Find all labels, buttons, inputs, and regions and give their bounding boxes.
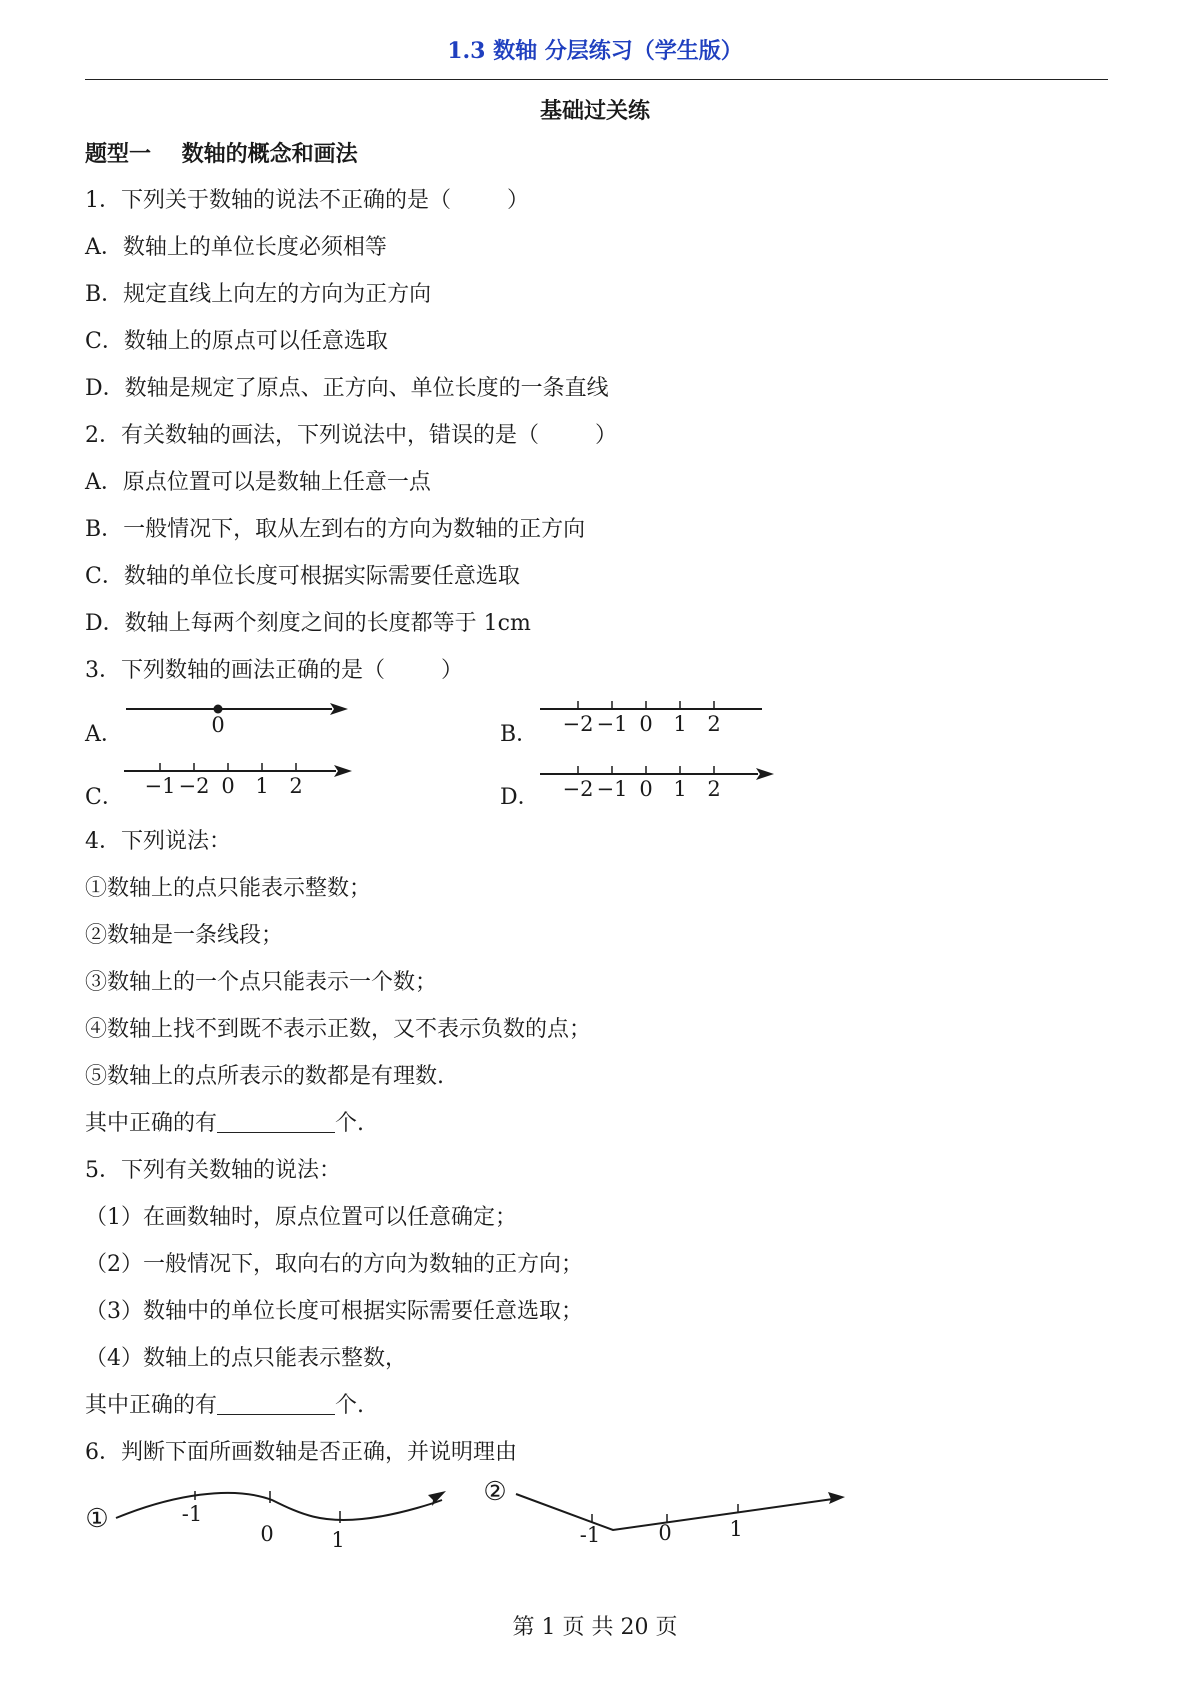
q6-figure-2-bent-axis	[480, 1470, 860, 1550]
q1-stem: 1．下列关于数轴的说法不正确的是（ ）	[85, 188, 529, 213]
q5-stem: 5．下列有关数轴的说法：	[85, 1158, 341, 1183]
tick-label: 1	[255, 774, 269, 798]
tick-label: 1	[673, 777, 687, 801]
tick-label: 0	[260, 1522, 274, 1546]
q4-statement-5: ⑤数轴上的点所表示的数都是有理数.	[85, 1064, 444, 1089]
q5-statement-4: （4）数轴上的点只能表示整数，	[85, 1346, 407, 1371]
tick-label: 1	[331, 1528, 345, 1552]
tick-label: -1	[579, 1523, 601, 1547]
figure-1-label: ①	[85, 1504, 109, 1534]
tick-label: −2	[562, 777, 594, 801]
q4-statement-2: ②数轴是一条线段；	[85, 923, 284, 948]
q1-option-d: D．数轴是规定了原点、正方向、单位长度的一条直线	[85, 376, 609, 401]
tick-label: 0	[658, 1521, 672, 1545]
q2-option-a: A．原点位置可以是数轴上任意一点	[85, 470, 431, 495]
q4-statement-1: ①数轴上的点只能表示整数；	[85, 876, 372, 901]
tick-label: 0	[639, 712, 653, 736]
q3-option-c-numberline	[120, 755, 360, 805]
q3-option-a-numberline	[120, 695, 350, 745]
answer-prefix: 其中正确的有	[85, 1393, 218, 1418]
q6-figure-1-curved-axis	[82, 1475, 462, 1555]
topic-title: 题型一 数轴的概念和画法	[85, 141, 358, 167]
q3-option-b-label: B．	[500, 722, 539, 747]
answer-suffix: 个.	[335, 1111, 365, 1136]
page-footer: 第 1 页 共 20 页	[512, 1615, 678, 1640]
answer-blank[interactable]	[217, 1392, 335, 1415]
answer-blank[interactable]	[217, 1110, 335, 1133]
q3-option-c-label: C．	[85, 785, 124, 810]
q3-option-a-label: A．	[85, 722, 123, 747]
tick-label: −1	[596, 777, 628, 801]
q1-option-c: C．数轴上的原点可以任意选取	[85, 329, 388, 354]
q6-stem: 6．判断下面所画数轴是否正确，并说明理由	[85, 1440, 517, 1465]
q3-stem: 3．下列数轴的画法正确的是（ ）	[85, 658, 463, 683]
q1-option-a: A．数轴上的单位长度必须相等	[85, 235, 387, 260]
header-divider	[85, 79, 1108, 80]
tick-label: 2	[707, 712, 721, 736]
q3-option-d-numberline	[540, 758, 780, 808]
q5-statement-3: （3）数轴中的单位长度可根据实际需要任意选取；	[85, 1299, 583, 1324]
q2-option-d: D．数轴上每两个刻度之间的长度都等于 1cm	[85, 611, 531, 636]
q2-option-c: C．数轴的单位长度可根据实际需要任意选取	[85, 564, 520, 589]
answer-suffix: 个.	[335, 1393, 365, 1418]
tick-label: 1	[673, 712, 687, 736]
q4-stem: 4．下列说法：	[85, 829, 231, 854]
tick-label: 2	[289, 774, 303, 798]
tick-label: −1	[596, 712, 628, 736]
q2-stem: 2．有关数轴的画法，下列说法中，错误的是（ ）	[85, 423, 617, 448]
tick-label: 1	[729, 1517, 743, 1541]
q4-statement-4: ④数轴上找不到既不表示正数，又不表示负数的点；	[85, 1017, 592, 1042]
tick-label: −2	[178, 774, 210, 798]
q2-option-b: B．一般情况下，取从左到右的方向为数轴的正方向	[85, 517, 586, 542]
tick-label: 2	[707, 777, 721, 801]
section-title: 基础过关练	[539, 98, 650, 124]
document-title: 1.3 数轴 分层练习（学生版）	[447, 38, 743, 64]
q1-option-b: B．规定直线上向左的方向为正方向	[85, 282, 432, 307]
tick-label: -1	[181, 1502, 203, 1526]
answer-prefix: 其中正确的有	[85, 1111, 218, 1136]
tick-label: 0	[639, 777, 653, 801]
tick-label: −2	[562, 712, 594, 736]
q4-statement-3: ③数轴上的一个点只能表示一个数；	[85, 970, 438, 995]
q5-statement-2: （2）一般情况下，取向右的方向为数轴的正方向；	[85, 1252, 583, 1277]
q5-statement-1: （1）在画数轴时，原点位置可以任意确定；	[85, 1205, 517, 1230]
tick-label: −1	[144, 774, 176, 798]
q3-option-b-numberline	[540, 695, 770, 745]
tick-label: 0	[221, 774, 235, 798]
q5-answer-line	[85, 1391, 364, 1421]
tick-label: 0	[211, 713, 225, 737]
q3-option-d-label: D．	[500, 785, 540, 810]
figure-2-label: ②	[483, 1477, 507, 1507]
q4-answer-line	[85, 1109, 364, 1139]
